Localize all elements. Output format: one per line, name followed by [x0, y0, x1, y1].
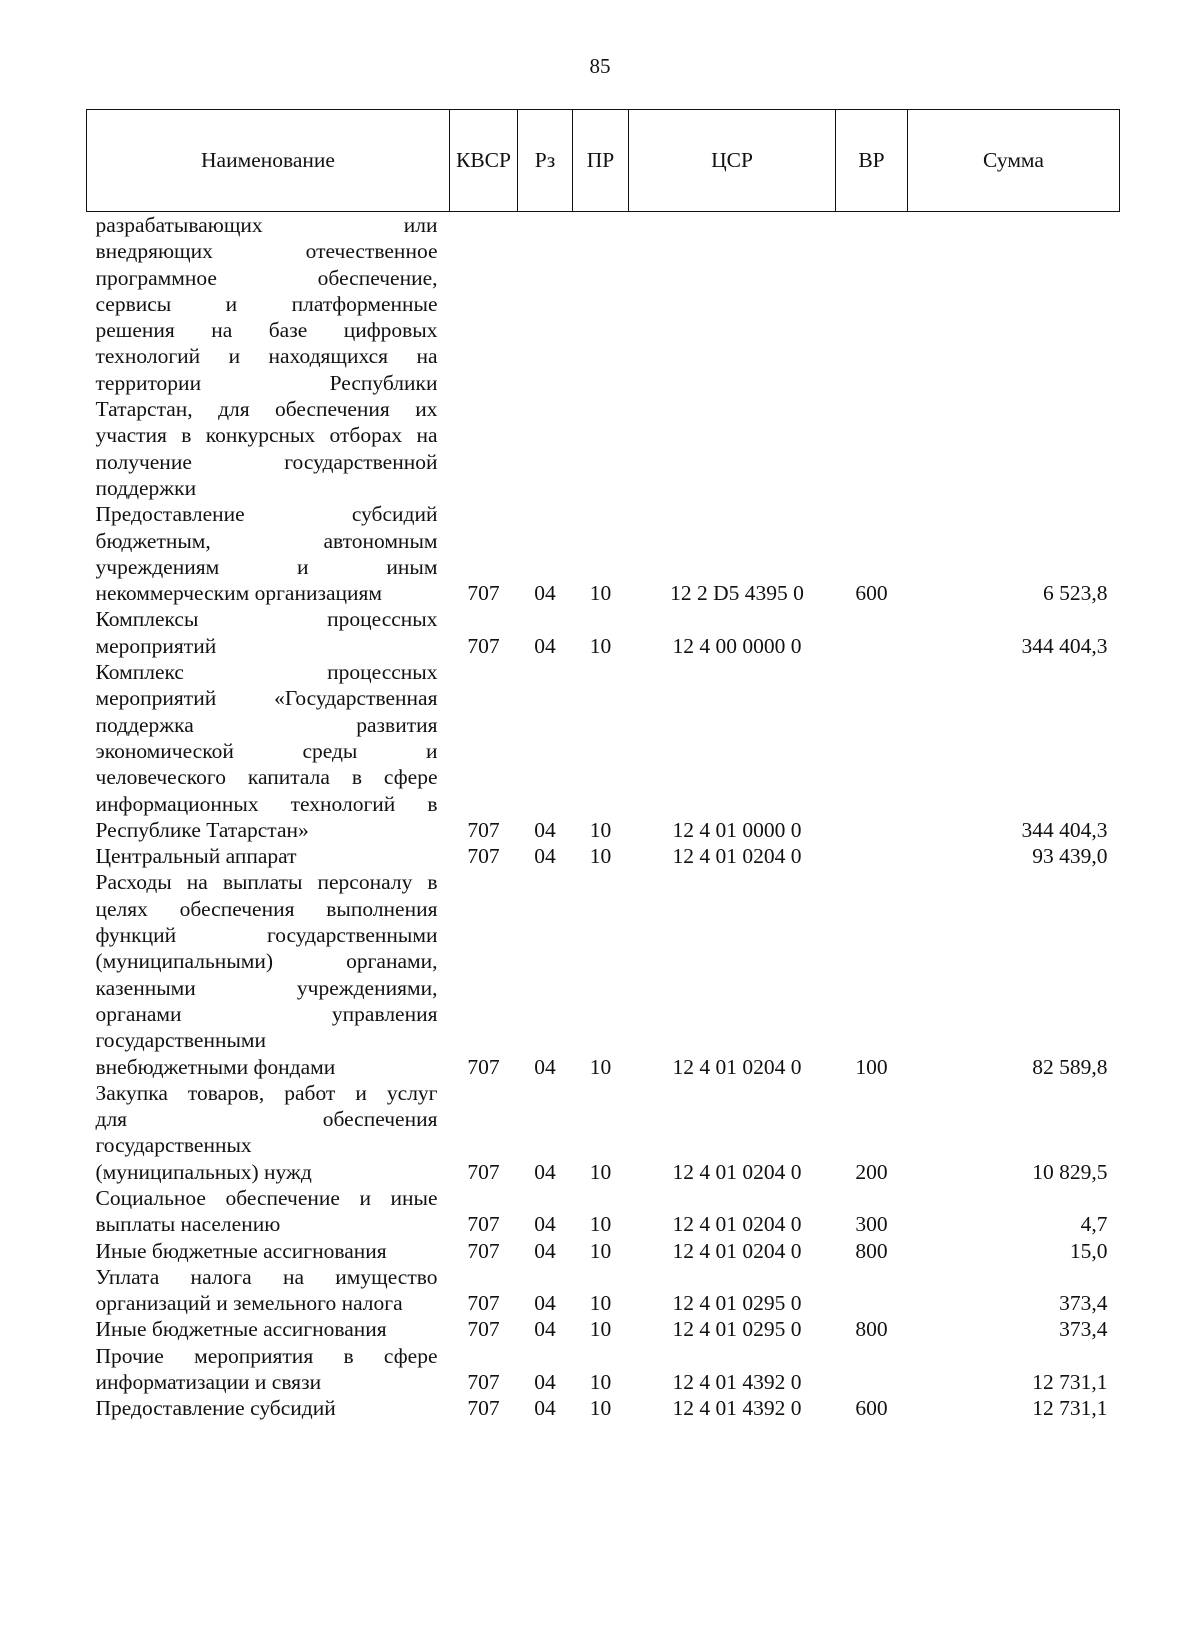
table-row [87, 869, 1120, 1079]
header-kvsr: КВСР [450, 110, 518, 212]
row-name-line: бюджетным, автономным [95, 528, 438, 553]
row-vr: 600 [855, 1396, 888, 1421]
row-csr: 12 4 01 0204 0 [672, 1212, 802, 1237]
row-csr: 12 4 01 4392 0 [672, 1396, 802, 1421]
row-name [87, 869, 450, 1079]
row-sum: 93 439,0 [1032, 844, 1108, 869]
row-name-line: Расходы на выплаты персоналу в [95, 870, 438, 895]
row-sum [908, 212, 1120, 502]
row-name-line: Комплексы процессных [95, 607, 438, 632]
row-csr: 12 4 01 0204 0 [672, 1238, 802, 1263]
row-name-line: получение государственной [95, 449, 438, 474]
row-name-line: экономической среды и [95, 738, 438, 763]
row-name-line: Татарстан, для обеспечения их [95, 397, 438, 422]
header-name: Наименование [87, 110, 450, 212]
row-kvsr: 707 [467, 1238, 500, 1263]
row-name-line: казенными учреждениями, [95, 975, 438, 1000]
row-vr [836, 843, 908, 869]
row-pr: 10 [589, 581, 612, 606]
row-name-line: Предоставление субсидий [95, 502, 438, 527]
row-name-line: разрабатывающих или [95, 213, 438, 237]
row-sum: 6 523,8 [1043, 581, 1108, 606]
row-kvsr: 707 [467, 817, 500, 842]
row-csr: 12 4 01 0204 0 [672, 844, 802, 869]
row-name-line: Комплекс процессных [95, 660, 438, 685]
row-name-line: участия в конкурсных отборах на [95, 423, 438, 448]
row-name-line: программное обеспечение, [95, 265, 438, 290]
row-name [87, 1080, 450, 1185]
row-pr: 10 [589, 1370, 612, 1395]
row-rz [518, 212, 573, 502]
row-name-line: выплаты населению [95, 1212, 281, 1237]
row-kvsr: 707 [467, 1396, 500, 1421]
table-row [87, 1264, 1120, 1317]
row-sum: 82 589,8 [1032, 1054, 1108, 1079]
row-name-line: для обеспечения [95, 1107, 438, 1132]
row-name-line: мероприятий [95, 633, 217, 658]
table-row [87, 659, 1120, 843]
row-name-line: поддержки [95, 475, 197, 500]
row-vr: 200 [855, 1159, 888, 1184]
row-csr: 12 2 D5 4395 0 [670, 581, 804, 606]
header-vr: ВР [836, 110, 908, 212]
row-sum: 373,4 [1059, 1291, 1108, 1316]
row-name [87, 843, 450, 869]
row-sum: 15,0 [1069, 1238, 1108, 1263]
row-name-line: Прочие мероприятия в сфере [95, 1343, 438, 1368]
row-rz: 04 [534, 844, 556, 869]
row-name-line: (муниципальных) нужд [95, 1159, 312, 1184]
row-name [87, 501, 450, 606]
row-name [87, 1343, 450, 1396]
row-pr: 10 [589, 633, 612, 658]
row-rz: 04 [534, 1054, 556, 1079]
row-name [87, 606, 450, 659]
row-name-line: Иные бюджетные ассигнования [95, 1317, 387, 1342]
row-name [87, 659, 450, 843]
row-kvsr: 707 [467, 1291, 500, 1316]
table-row [87, 1185, 1120, 1238]
row-vr: 600 [855, 581, 888, 606]
row-kvsr [450, 212, 518, 502]
row-pr: 10 [589, 1238, 612, 1263]
row-kvsr: 707 [467, 581, 500, 606]
row-name-line: сервисы и платформенные [95, 291, 438, 316]
table-row [87, 843, 1120, 869]
row-kvsr: 707 [467, 1159, 500, 1184]
row-vr: 300 [855, 1212, 888, 1237]
row-pr: 10 [589, 1212, 612, 1237]
row-csr: 12 4 00 0000 0 [672, 633, 802, 658]
row-vr [836, 606, 908, 659]
row-kvsr: 707 [467, 1212, 500, 1237]
row-name [87, 1238, 450, 1264]
table-row [87, 1343, 1120, 1396]
row-sum: 10 829,5 [1032, 1159, 1108, 1184]
table-row [87, 1395, 1120, 1421]
row-name-line: (муниципальными) органами, [95, 949, 438, 974]
row-name-line: организаций и земельного налога [95, 1291, 403, 1316]
row-name-line: Республике Татарстан» [95, 817, 309, 842]
row-vr [836, 1343, 908, 1396]
row-csr: 12 4 01 0295 0 [672, 1291, 802, 1316]
row-name-line: Уплата налога на имущество [95, 1264, 438, 1289]
row-csr: 12 4 01 0295 0 [672, 1317, 802, 1342]
page-number: 85 [589, 54, 611, 78]
row-name-line: учреждениям и иным [95, 554, 438, 579]
header-rz: Рз [518, 110, 573, 212]
row-pr: 10 [589, 1396, 612, 1421]
row-vr: 800 [855, 1238, 888, 1263]
row-name [87, 1185, 450, 1238]
row-csr [629, 212, 836, 502]
row-name-line: территории Республики [95, 370, 438, 395]
row-name-line: поддержка развития [95, 712, 438, 737]
header-csr: ЦСР [629, 110, 836, 212]
table-body [87, 212, 1120, 1422]
row-kvsr: 707 [467, 1370, 500, 1395]
row-csr: 12 4 01 0000 0 [672, 817, 802, 842]
row-name-line: органами управления [95, 1001, 438, 1026]
row-name-line: технологий и находящихся на [95, 344, 438, 369]
header-sum: Сумма [908, 110, 1120, 212]
row-sum: 344 404,3 [1021, 817, 1108, 842]
table-row [87, 1080, 1120, 1185]
row-name-line: Закупка товаров, работ и услуг [95, 1080, 438, 1105]
row-vr [836, 659, 908, 843]
row-rz: 04 [534, 1291, 556, 1316]
row-kvsr: 707 [467, 633, 500, 658]
row-vr [836, 212, 908, 502]
row-rz: 04 [534, 633, 556, 658]
row-kvsr: 707 [467, 1317, 500, 1342]
row-pr: 10 [589, 1054, 612, 1079]
row-vr: 800 [855, 1317, 888, 1342]
table-row [87, 1316, 1120, 1342]
table-row [87, 501, 1120, 606]
row-name-line: функций государственными [95, 923, 438, 948]
row-sum: 12 731,1 [1032, 1370, 1108, 1395]
row-name-line: информационных технологий в [95, 791, 438, 816]
row-pr: 10 [589, 844, 612, 869]
row-rz: 04 [534, 1317, 556, 1342]
row-name-line: целях обеспечения выполнения [95, 896, 438, 921]
table-row [87, 606, 1120, 659]
row-vr [836, 1264, 908, 1317]
row-rz: 04 [534, 817, 556, 842]
row-rz: 04 [534, 581, 556, 606]
row-name-line: государственными [95, 1028, 267, 1053]
row-name-line: информатизации и связи [95, 1370, 322, 1395]
row-name-line: Социальное обеспечение и иные [95, 1185, 438, 1210]
row-rz: 04 [534, 1212, 556, 1237]
row-pr: 10 [589, 817, 612, 842]
row-kvsr: 707 [467, 844, 500, 869]
header-pr: ПР [573, 110, 629, 212]
row-rz: 04 [534, 1159, 556, 1184]
row-name-line: государственных [95, 1133, 252, 1158]
row-csr: 12 4 01 0204 0 [672, 1054, 802, 1079]
row-kvsr: 707 [467, 1054, 500, 1079]
row-name [87, 1395, 450, 1421]
row-name [87, 212, 450, 502]
row-rz: 04 [534, 1370, 556, 1395]
row-rz: 04 [534, 1396, 556, 1421]
row-name-line: внебюджетными фондами [95, 1054, 336, 1079]
row-csr: 12 4 01 4392 0 [672, 1370, 802, 1395]
row-name [87, 1316, 450, 1342]
row-sum: 4,7 [1080, 1212, 1108, 1237]
row-sum: 373,4 [1059, 1317, 1108, 1342]
row-pr: 10 [589, 1317, 612, 1342]
row-name-line: Предоставление субсидий [95, 1396, 336, 1421]
table-row [87, 212, 1120, 502]
row-sum: 344 404,3 [1021, 633, 1108, 658]
row-name [87, 1264, 450, 1317]
row-name-line: Центральный аппарат [95, 844, 297, 869]
row-name-line: Иные бюджетные ассигнования [95, 1238, 387, 1263]
row-name-line: внедряющих отечественное [95, 239, 438, 264]
row-pr [573, 212, 629, 502]
row-vr: 100 [855, 1054, 888, 1079]
budget-table [86, 109, 1120, 1422]
row-pr: 10 [589, 1291, 612, 1316]
row-name-line: человеческого капитала в сфере [95, 765, 438, 790]
row-name-line: решения на базе цифровых [95, 318, 438, 343]
row-pr: 10 [589, 1159, 612, 1184]
row-name-line: некоммерческим организациям [95, 581, 382, 606]
row-rz: 04 [534, 1238, 556, 1263]
row-name-line: мероприятий «Государственная [95, 686, 438, 711]
table-row [87, 1238, 1120, 1264]
table-header-row [87, 110, 1120, 212]
row-sum: 12 731,1 [1032, 1396, 1108, 1421]
row-csr: 12 4 01 0204 0 [672, 1159, 802, 1184]
